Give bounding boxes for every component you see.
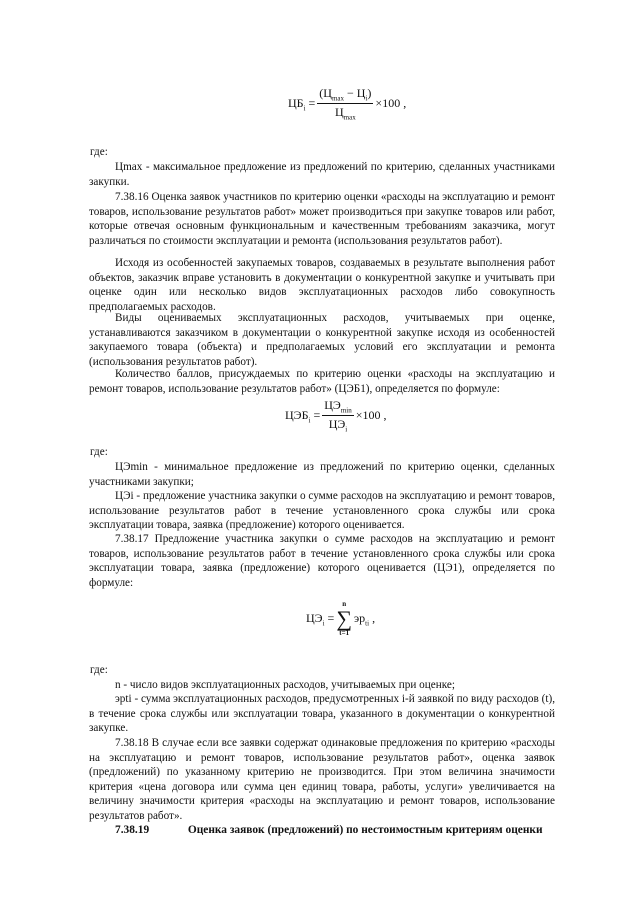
formula-lhs: $ЦЭБ_i$ = [285, 407, 321, 425]
paragraph: 7.38.16 Оценка заявок участников по критерию оценки «расходы на эксплуатацию и ремонт товаров, использование результатов работ» может производиться при закупке товаров или работ, которые отвечая основным функциональным и качественным требованиям заказчика, могут различаться по стоимости эксплуатации и ремонта (использования результатов работ). [89, 191, 555, 247]
formula-ceb [285, 398, 386, 434]
paragraph: ЦЭi - предложение участника закупки о сумме расходов на эксплуатацию и ремонт товаров, использование результатов работ в течение установленного срока службы или срока эксплуатации товара, заявка (предложение) которого оценивается. [89, 490, 555, 532]
where-label: где: [90, 446, 108, 458]
paragraph: 7.38.18 В случае если все заявки содержат одинаковые предложения по критерию «расходы на эксплуатацию и ремонт товаров, использование результатов работ», оценка заявок (предложений) по указанному критерию не производится. При этом величина значимости критерия «цена договора или сумма цен единиц товара, работы, услуги» увеличивается на величину значимости критерия «расходы на эксплуатацию и ремонт товаров, использование результатов работ». [89, 737, 555, 822]
formula-fraction: $\frac{ЦЭ_{min}}{ЦЭ_i}$ [324, 398, 352, 434]
paragraph: Цmax - максимальное предложение из предложений по критерию, сделанных участниками закупки. [89, 161, 555, 188]
paragraph: эрti - сумма эксплуатационных расходов, предусмотренных i-й заявкой по виду расходов (t), в течение срока службы или эксплуатации товара, указанного в документации о конкурентной закупке. [89, 693, 555, 735]
formula-ce-sum [306, 600, 375, 638]
paragraph: Исходя из особенностей закупаемых товаров, создаваемых в результате выполнения работ объектов, заказчик вправе установить в документации о конкурентной закупке и учитывать при оценке один или несколько видов эксплуатационных расходов либо совокупность предполагаемых расходов. [89, 257, 555, 313]
formula-lhs: $ЦЭ_i$ = [306, 610, 335, 628]
formula-tail: ×100 , [375, 96, 407, 111]
paragraph: n - число видов эксплуатационных расходов, учитываемых при оценке; [115, 679, 455, 691]
paragraph: ЦЭmin - минимальное предложение из предложений по критерию оценки, сделанных участниками закупки; [89, 461, 555, 488]
formula-fraction: $\frac{(Ц_{max} - Ц_i)}{Ц_{max}}$ [319, 86, 372, 122]
section-title: Оценка заявок (предложений) по нестоимостным критериям оценки [187, 824, 543, 836]
formula-lhs: $ЦБ_i$ = [288, 95, 316, 113]
paragraph: Количество баллов, присуждаемых по критерию оценки «расходы на эксплуатацию и ремонт товаров, использование результатов работ» (ЦЭБ1), определяется по формуле: [89, 368, 555, 395]
formula-tail: ×100 , [355, 408, 387, 423]
sum-operator: n ∑ t=1 [336, 600, 353, 637]
formula-term: $эр_{ti}$ , [354, 610, 376, 628]
where-label: где: [90, 146, 108, 158]
paragraph: 7.38.17 Предложение участника закупки о сумме расходов на эксплуатацию и ремонт товаров, использование результатов работ в течение установленного срока службы или срока эксплуатации товара, заявка (предложение) которого оценивается (ЦЭ1), определяется по формуле: [89, 533, 555, 589]
section-heading [115, 824, 543, 836]
section-number: 7.38.19 [115, 824, 150, 836]
where-label: где: [90, 664, 108, 676]
paragraph: Виды оцениваемых эксплуатационных расходов, учитываемых при оценке, устанавливаются заказчиком в документации о конкурентной закупке исходя из особенностей закупаемого товара (объекта) и предполагаемых условий его эксплуатации и ремонта (использования результатов работ). [89, 312, 555, 368]
formula-cb [288, 86, 406, 122]
